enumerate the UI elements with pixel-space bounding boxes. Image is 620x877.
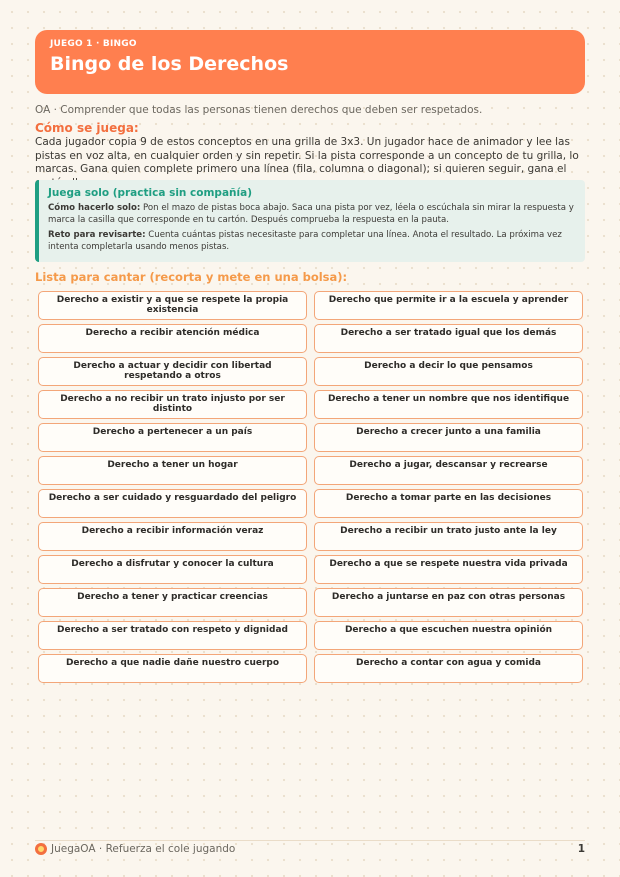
call-card: Derecho a pertenecer a un país — [38, 423, 307, 452]
footer-brand: JuegaOA · Refuerza el cole jugando — [51, 843, 236, 855]
call-card: Derecho a no recibir un trato injusto por ser distinto — [38, 390, 307, 419]
call-card: Derecho a juntarse en paz con otras personas — [314, 588, 583, 617]
call-card: Derecho a tener un hogar — [38, 456, 307, 485]
call-card: Derecho a ser tratado igual que los demás — [314, 324, 583, 353]
call-card: Derecho a que se respete nuestra vida privada — [314, 555, 583, 584]
target-logo-icon — [35, 843, 47, 855]
call-card: Derecho a que nadie dañe nuestro cuerpo — [38, 654, 307, 683]
call-list-grid — [38, 291, 583, 683]
call-card: Derecho a existir y a que se respete la propia existencia — [38, 291, 307, 320]
call-list-heading: Lista para cantar (recorta y mete en una bolsa): — [35, 270, 348, 284]
call-card: Derecho a ser cuidado y resguardado del peligro — [38, 489, 307, 518]
call-card: Derecho a recibir atención médica — [38, 324, 307, 353]
how-to-play-text: Cada jugador copia 9 de estos conceptos en una grilla de 3x3. Un jugador hace de animador y lee las pistas en voz alta, en cualquier orden y sin repetir. Si la pista corresponde a un concepto de tu grilla, lo marcas. Gana quien complete primero una línea (fila, columna o diagonal); si quieren seguir, gana el — [35, 136, 579, 175]
solo-play-heading: Juega solo (practica sin compañía) — [48, 187, 252, 199]
call-card: Derecho a crecer junto a una familia — [314, 423, 583, 452]
page-title: Bingo de los Derechos — [50, 53, 289, 75]
call-card: Derecho a contar con agua y comida — [314, 654, 583, 683]
footer-divider — [35, 840, 585, 841]
footer — [35, 843, 585, 857]
solo-play-box — [35, 180, 585, 262]
learning-objective: OA · Comprender que todas las personas tienen derechos que deben ser respetados. — [35, 104, 483, 116]
solo-challenge-line — [48, 229, 575, 253]
call-card: Derecho a tener y practicar creencias — [38, 588, 307, 617]
call-card: Derecho que permite ir a la escuela y aprender — [314, 291, 583, 320]
call-card: Derecho a decir lo que pensamos — [314, 357, 583, 386]
how-to-play-heading: Cómo se juega: — [35, 121, 139, 135]
call-card: Derecho a recibir un trato justo ante la ley — [314, 522, 583, 551]
call-card: Derecho a disfrutar y conocer la cultura — [38, 555, 307, 584]
game-kicker: JUEGO 1 · BINGO — [50, 39, 137, 49]
call-card: Derecho a ser tratado con respeto y dignidad — [38, 621, 307, 650]
solo-how-label: Cómo hacerlo solo: — [48, 203, 141, 213]
solo-challenge-label: Reto para revisarte: — [48, 230, 146, 240]
call-card: Derecho a tener un nombre que nos identifique — [314, 390, 583, 419]
call-card: Derecho a recibir información veraz — [38, 522, 307, 551]
page-number: 1 — [577, 843, 585, 855]
call-card: Derecho a que escuchen nuestra opinión — [314, 621, 583, 650]
call-card: Derecho a tomar parte en las decisiones — [314, 489, 583, 518]
solo-how-line — [48, 202, 575, 226]
solo-challenge-text: Cuenta cuántas pistas necesitaste para completar una línea. Anota el resultado. La próxima vez intenta completarla usando menos pistas. — [48, 230, 562, 252]
call-card: Derecho a actuar y decidir con libertad respetando a otros — [38, 357, 307, 386]
solo-how-text: Pon el mazo de pistas boca abajo. Saca una pista por vez, léela o escúchala sin mirar la respuesta y marca la casilla que corresponde en tu cartón. Después comprueba la respuesta en la pauta. — [48, 203, 574, 225]
header-banner — [35, 30, 585, 94]
call-card: Derecho a jugar, descansar y recrearse — [314, 456, 583, 485]
